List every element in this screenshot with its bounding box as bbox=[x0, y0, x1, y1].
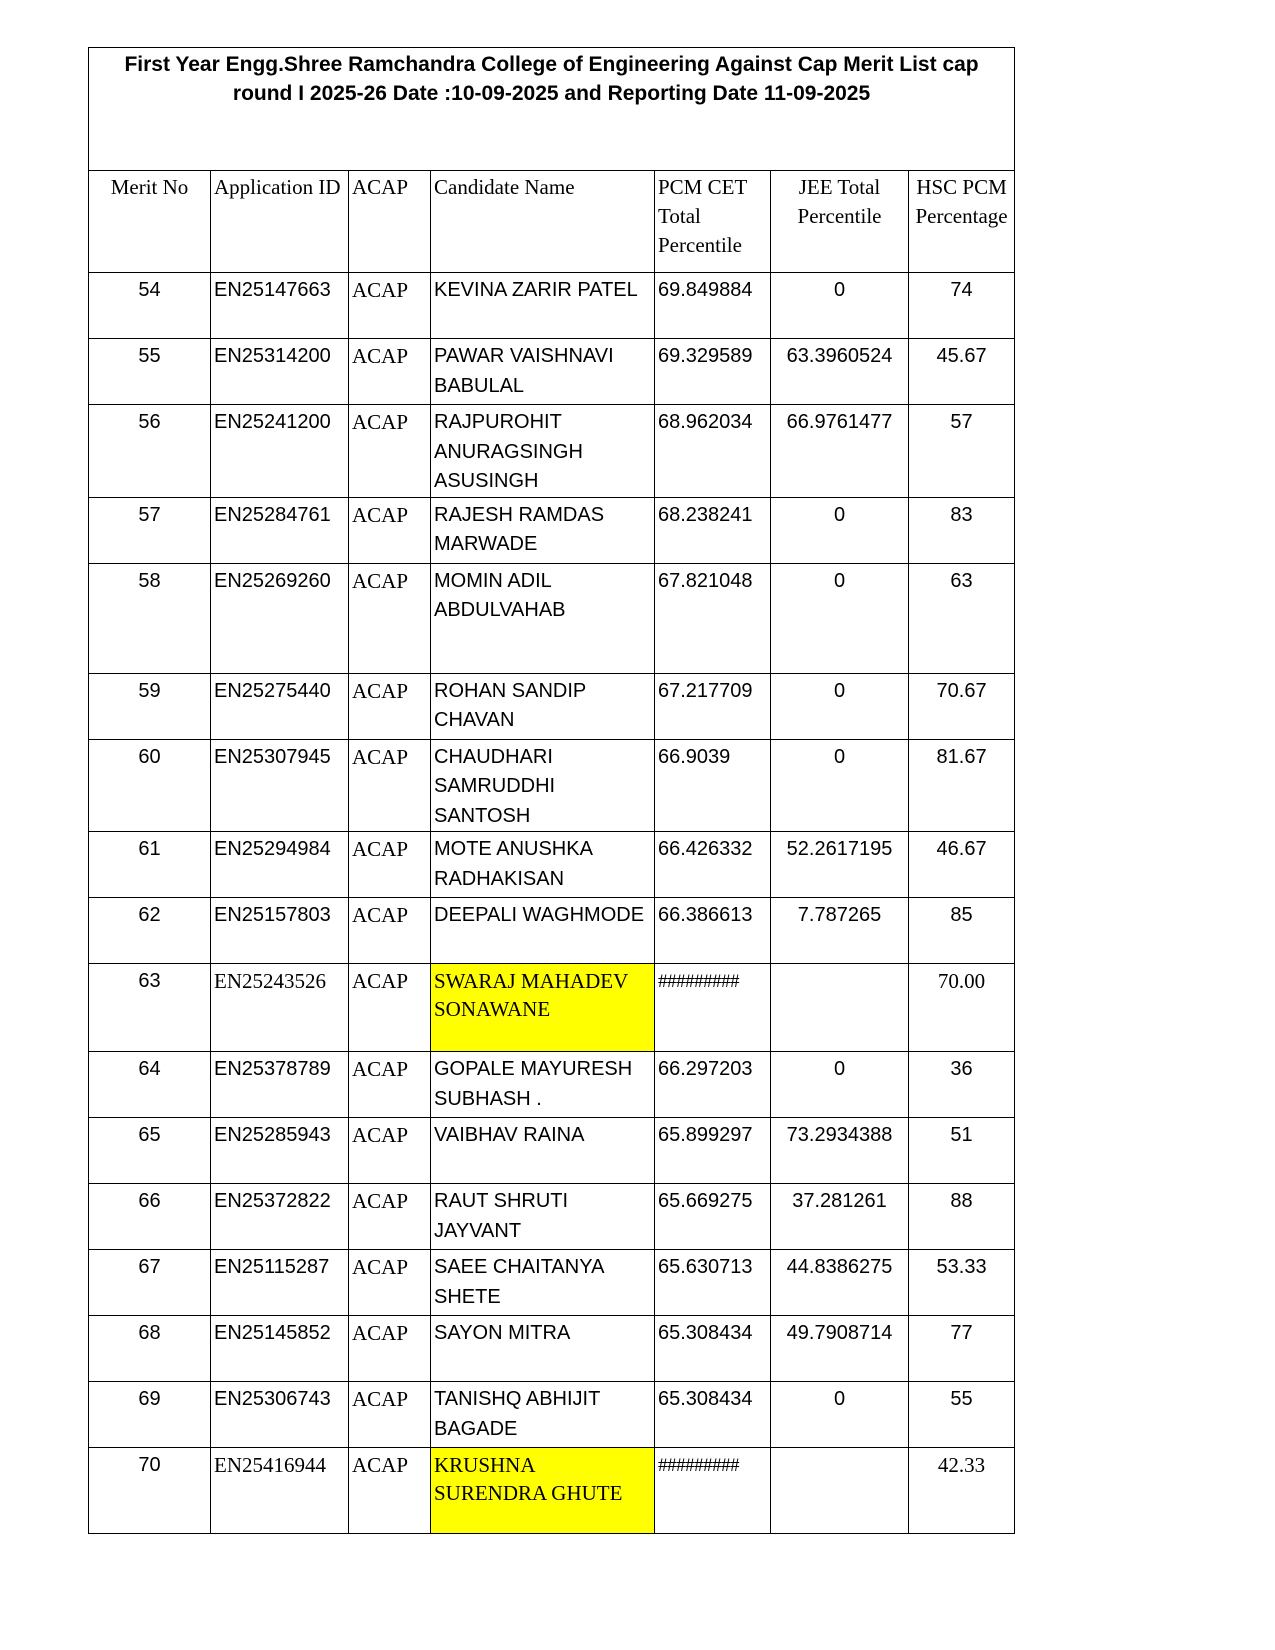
pcm-cet-cell: 69.329589 bbox=[655, 339, 771, 405]
hsc-cell: 51 bbox=[909, 1118, 1015, 1184]
jee-cell: 0 bbox=[771, 739, 909, 832]
acap-cell: ACAP bbox=[349, 273, 431, 339]
application-id-cell: EN25115287 bbox=[211, 1250, 349, 1316]
candidate-name-cell: VAIBHAV RAINA bbox=[431, 1118, 655, 1184]
table-row bbox=[89, 832, 1015, 898]
acap-cell: ACAP bbox=[349, 898, 431, 964]
candidate-name-cell: PAWAR VAISHNAVI BABULAL bbox=[431, 339, 655, 405]
jee-cell: 73.2934388 bbox=[771, 1118, 909, 1184]
table-body bbox=[89, 273, 1015, 1534]
acap-cell: ACAP bbox=[349, 964, 431, 1052]
hsc-cell: 36 bbox=[909, 1052, 1015, 1118]
acap-cell: ACAP bbox=[349, 1382, 431, 1448]
jee-cell bbox=[771, 964, 909, 1052]
application-id-cell: EN25314200 bbox=[211, 339, 349, 405]
table-row bbox=[89, 1118, 1015, 1184]
acap-cell: ACAP bbox=[349, 1052, 431, 1118]
header-merit-no: Merit No bbox=[89, 171, 211, 273]
candidate-name-cell: MOTE ANUSHKA RADHAKISAN bbox=[431, 832, 655, 898]
table-row bbox=[89, 1184, 1015, 1250]
merit-no-cell: 68 bbox=[89, 1316, 211, 1382]
application-id-cell: EN25243526 bbox=[211, 964, 349, 1052]
candidate-name-cell: TANISHQ ABHIJIT BAGADE bbox=[431, 1382, 655, 1448]
pcm-cet-cell: ######### bbox=[655, 1448, 771, 1534]
pcm-cet-cell: 66.297203 bbox=[655, 1052, 771, 1118]
merit-no-cell: 61 bbox=[89, 832, 211, 898]
hsc-cell: 85 bbox=[909, 898, 1015, 964]
application-id-cell: EN25269260 bbox=[211, 563, 349, 673]
hsc-cell: 70.00 bbox=[909, 964, 1015, 1052]
hsc-cell: 57 bbox=[909, 405, 1015, 498]
hsc-cell: 53.33 bbox=[909, 1250, 1015, 1316]
hsc-cell: 77 bbox=[909, 1316, 1015, 1382]
hsc-cell: 83 bbox=[909, 497, 1015, 563]
candidate-name-cell: SWARAJ MAHADEV SONAWANE bbox=[431, 964, 655, 1052]
acap-cell: ACAP bbox=[349, 405, 431, 498]
table-row bbox=[89, 739, 1015, 832]
table-row bbox=[89, 1382, 1015, 1448]
jee-cell: 66.9761477 bbox=[771, 405, 909, 498]
candidate-name-cell: KRUSHNA SURENDRA GHUTE bbox=[431, 1448, 655, 1534]
header-application-id: Application ID bbox=[211, 171, 349, 273]
merit-no-cell: 56 bbox=[89, 405, 211, 498]
table-row bbox=[89, 1250, 1015, 1316]
jee-cell: 44.8386275 bbox=[771, 1250, 909, 1316]
merit-no-cell: 65 bbox=[89, 1118, 211, 1184]
table-row bbox=[89, 563, 1015, 673]
merit-no-cell: 64 bbox=[89, 1052, 211, 1118]
acap-cell: ACAP bbox=[349, 832, 431, 898]
pcm-cet-cell: 68.238241 bbox=[655, 497, 771, 563]
acap-cell: ACAP bbox=[349, 497, 431, 563]
table-row bbox=[89, 497, 1015, 563]
table-row bbox=[89, 273, 1015, 339]
candidate-name-cell: KEVINA ZARIR PATEL bbox=[431, 273, 655, 339]
table-row bbox=[89, 898, 1015, 964]
header-pcm-cet: PCM CET Total Percentile bbox=[655, 171, 771, 273]
pcm-cet-cell: 66.426332 bbox=[655, 832, 771, 898]
jee-cell bbox=[771, 1448, 909, 1534]
header-acap: ACAP bbox=[349, 171, 431, 273]
column-header-row bbox=[89, 171, 1015, 273]
candidate-name-cell: ROHAN SANDIP CHAVAN bbox=[431, 673, 655, 739]
table-row bbox=[89, 1448, 1015, 1534]
application-id-cell: EN25285943 bbox=[211, 1118, 349, 1184]
table-row bbox=[89, 339, 1015, 405]
pcm-cet-cell: 66.9039 bbox=[655, 739, 771, 832]
table-row bbox=[89, 673, 1015, 739]
application-id-cell: EN25145852 bbox=[211, 1316, 349, 1382]
hsc-cell: 46.67 bbox=[909, 832, 1015, 898]
acap-cell: ACAP bbox=[349, 563, 431, 673]
merit-no-cell: 55 bbox=[89, 339, 211, 405]
candidate-name-cell: SAEE CHAITANYA SHETE bbox=[431, 1250, 655, 1316]
application-id-cell: EN25294984 bbox=[211, 832, 349, 898]
hsc-cell: 81.67 bbox=[909, 739, 1015, 832]
acap-cell: ACAP bbox=[349, 739, 431, 832]
merit-no-cell: 67 bbox=[89, 1250, 211, 1316]
candidate-name-cell: GOPALE MAYURESH SUBHASH . bbox=[431, 1052, 655, 1118]
jee-cell: 0 bbox=[771, 563, 909, 673]
jee-cell: 7.787265 bbox=[771, 898, 909, 964]
jee-cell: 0 bbox=[771, 497, 909, 563]
application-id-cell: EN25275440 bbox=[211, 673, 349, 739]
application-id-cell: EN25307945 bbox=[211, 739, 349, 832]
candidate-name-cell: RAUT SHRUTI JAYVANT bbox=[431, 1184, 655, 1250]
pcm-cet-cell: ######### bbox=[655, 964, 771, 1052]
merit-no-cell: 66 bbox=[89, 1184, 211, 1250]
hsc-cell: 45.67 bbox=[909, 339, 1015, 405]
candidate-name-cell: DEEPALI WAGHMODE bbox=[431, 898, 655, 964]
merit-no-cell: 70 bbox=[89, 1448, 211, 1534]
merit-no-cell: 54 bbox=[89, 273, 211, 339]
candidate-name-cell: CHAUDHARI SAMRUDDHI SANTOSH bbox=[431, 739, 655, 832]
merit-no-cell: 62 bbox=[89, 898, 211, 964]
pcm-cet-cell: 66.386613 bbox=[655, 898, 771, 964]
acap-cell: ACAP bbox=[349, 1184, 431, 1250]
application-id-cell: EN25372822 bbox=[211, 1184, 349, 1250]
application-id-cell: EN25241200 bbox=[211, 405, 349, 498]
acap-cell: ACAP bbox=[349, 1448, 431, 1534]
jee-cell: 0 bbox=[771, 273, 909, 339]
hsc-cell: 42.33 bbox=[909, 1448, 1015, 1534]
merit-no-cell: 59 bbox=[89, 673, 211, 739]
pcm-cet-cell: 65.308434 bbox=[655, 1316, 771, 1382]
pcm-cet-cell: 69.849884 bbox=[655, 273, 771, 339]
candidate-name-cell: RAJESH RAMDAS MARWADE bbox=[431, 497, 655, 563]
header-candidate-name: Candidate Name bbox=[431, 171, 655, 273]
header-hsc: HSC PCM Percentage bbox=[909, 171, 1015, 273]
pcm-cet-cell: 67.217709 bbox=[655, 673, 771, 739]
hsc-cell: 74 bbox=[909, 273, 1015, 339]
acap-cell: ACAP bbox=[349, 1316, 431, 1382]
merit-list-table bbox=[88, 47, 1015, 1534]
pcm-cet-cell: 65.669275 bbox=[655, 1184, 771, 1250]
pcm-cet-cell: 65.308434 bbox=[655, 1382, 771, 1448]
application-id-cell: EN25378789 bbox=[211, 1052, 349, 1118]
hsc-cell: 70.67 bbox=[909, 673, 1015, 739]
application-id-cell: EN25147663 bbox=[211, 273, 349, 339]
table-row bbox=[89, 1052, 1015, 1118]
jee-cell: 0 bbox=[771, 1382, 909, 1448]
merit-no-cell: 60 bbox=[89, 739, 211, 832]
merit-no-cell: 57 bbox=[89, 497, 211, 563]
hsc-cell: 88 bbox=[909, 1184, 1015, 1250]
application-id-cell: EN25157803 bbox=[211, 898, 349, 964]
merit-no-cell: 69 bbox=[89, 1382, 211, 1448]
acap-cell: ACAP bbox=[349, 1250, 431, 1316]
acap-cell: ACAP bbox=[349, 673, 431, 739]
jee-cell: 0 bbox=[771, 1052, 909, 1118]
application-id-cell: EN25416944 bbox=[211, 1448, 349, 1534]
candidate-name-cell: RAJPUROHIT ANURAGSINGH ASUSINGH bbox=[431, 405, 655, 498]
merit-no-cell: 63 bbox=[89, 964, 211, 1052]
pcm-cet-cell: 68.962034 bbox=[655, 405, 771, 498]
pcm-cet-cell: 65.899297 bbox=[655, 1118, 771, 1184]
table-row bbox=[89, 1316, 1015, 1382]
acap-cell: ACAP bbox=[349, 1118, 431, 1184]
page-title: First Year Engg.Shree Ramchandra College of Engineering Against Cap Merit List cap round I 2025-26 Date :10-09-2025 and Reporting Date 11-09-2025 bbox=[89, 48, 1015, 171]
merit-no-cell: 58 bbox=[89, 563, 211, 673]
table-row bbox=[89, 964, 1015, 1052]
jee-cell: 63.3960524 bbox=[771, 339, 909, 405]
pcm-cet-cell: 65.630713 bbox=[655, 1250, 771, 1316]
hsc-cell: 63 bbox=[909, 563, 1015, 673]
pcm-cet-cell: 67.821048 bbox=[655, 563, 771, 673]
table-row bbox=[89, 405, 1015, 498]
acap-cell: ACAP bbox=[349, 339, 431, 405]
application-id-cell: EN25306743 bbox=[211, 1382, 349, 1448]
header-jee: JEE Total Percentile bbox=[771, 171, 909, 273]
jee-cell: 37.281261 bbox=[771, 1184, 909, 1250]
hsc-cell: 55 bbox=[909, 1382, 1015, 1448]
application-id-cell: EN25284761 bbox=[211, 497, 349, 563]
jee-cell: 0 bbox=[771, 673, 909, 739]
jee-cell: 49.7908714 bbox=[771, 1316, 909, 1382]
candidate-name-cell: SAYON MITRA bbox=[431, 1316, 655, 1382]
jee-cell: 52.2617195 bbox=[771, 832, 909, 898]
candidate-name-cell: MOMIN ADIL ABDULVAHAB bbox=[431, 563, 655, 673]
